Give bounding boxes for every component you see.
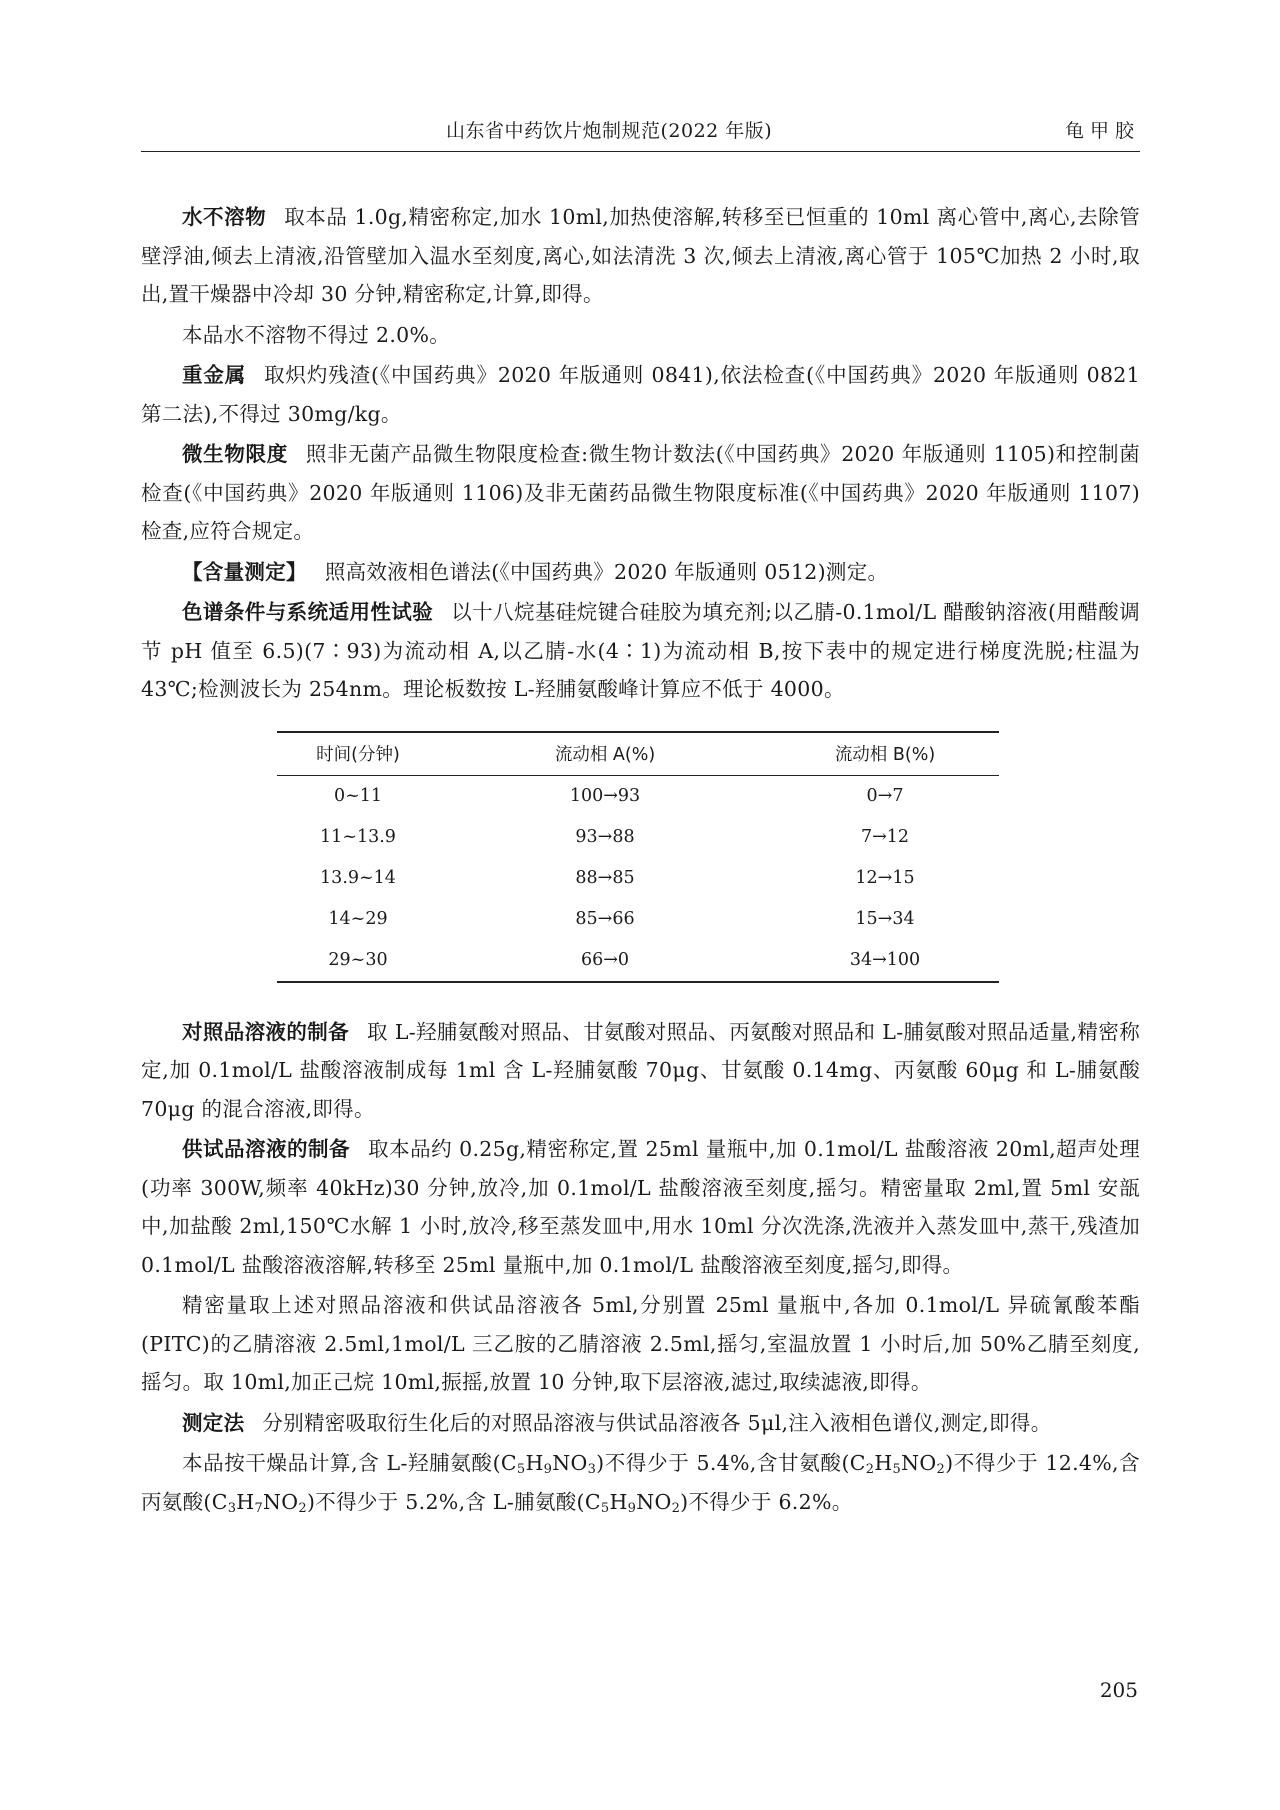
conclusion-text-2: )不得少于 5.4%,含甘氨酸( — [596, 1451, 850, 1475]
table-row — [277, 775, 999, 817]
page-body — [141, 198, 1140, 1523]
page-number: 205 — [1099, 1678, 1138, 1702]
microbial-text: 照非无菌产品微生物限度检查:微生物计数法(《中国药典》2020 年版通则 1105)和控制菌检查(《中国药典》2020 年版通则 1106)及非无菌药品微生物限度标准(《中国药典》2020 年版通则 1107)检查,应符合规定。 — [141, 442, 1141, 543]
conclusion-text-4: )不得少于 5.2%,含 L-脯氨酸( — [306, 1489, 585, 1514]
entry-name: 龟甲胶 — [1064, 120, 1140, 142]
assay-paragraph — [141, 553, 1140, 592]
test-solution-text: 取本品约 0.25g,精密称定,置 25ml 量瓶中,加 0.1mol/L 盐酸溶液 20ml,超声处理(功率 300W,频率 40kHz)30 分钟,放冷,加 0.1mol/L 盐酸溶液至刻度,摇匀。精密量取 2ml,置 5ml 安瓿中,加盐酸 2ml,150℃水解 1 小时,放冷,移至蒸发皿中,用水 10ml 分次洗涤,洗液并入蒸发皿中,蒸干,残渣加 0.1mol/L 盐酸溶液溶解,转移至 25ml 量瓶中,加 0.1mol/L 盐酸溶液至刻度,摇匀,即得。 — [141, 1137, 1140, 1277]
water-insoluble-text: 取本品 1.0g,精密称定,加水 10ml,加热使溶解,转移至已恒重的 10ml 离心管中,离心,去除管壁浮油,倾去上清液,沿管壁加入温水至刻度,离心,如法清洗 3 次,倾去上清液,离心管于 105℃加热 2 小时,取出,置干燥器中冷却 30 分钟,精密称定,计算,即得。 — [141, 205, 1141, 306]
determination-paragraph — [141, 1404, 1140, 1443]
cell-phase-b: 0→7 — [866, 786, 904, 806]
header-mobile-phase-b: 流动相 B(%) — [771, 732, 999, 776]
chromatography-heading: 色谱条件与系统适用性试验 — [182, 600, 434, 624]
cell-phase-b: 7→12 — [860, 827, 910, 847]
reference-solution-text: 取 L-羟脯氨酸对照品、甘氨酸对照品、丙氨酸对照品和 L-脯氨酸对照品适量,精密称定,加 0.1mol/L 盐酸溶液制成每 1ml 含 L-羟脯氨酸 70μg、甘氨酸 0.14mg、丙氨酸 60μg 和 L-脯氨酸 70μg 的混合溶液,即得。 — [141, 1019, 1140, 1121]
cell-time: 11~13.9 — [320, 827, 396, 847]
formula-hydroxyproline: $C_5H_9NO_3$ — [500, 1451, 597, 1477]
cell-phase-b: 34→100 — [771, 940, 999, 982]
conclusion-paragraph — [141, 1444, 1140, 1521]
chromatography-paragraph — [141, 593, 1140, 709]
heavy-metals-text: 取炽灼残渣(《中国药典》2020 年版通则 0841),依法检查(《中国药典》2020 年版通则 0821 第二法),不得过 30mg/kg。 — [141, 363, 1140, 426]
gradient-table — [277, 731, 999, 983]
gradient-table-container — [277, 731, 999, 983]
cell-time: 29~30 — [277, 940, 439, 982]
determination-heading: 测定法 — [182, 1410, 245, 1435]
cell-phase-a: 66→0 — [439, 940, 771, 982]
chromatography-text: 以十八烷基硅烷键合硅胶为填充剂;以乙腈-0.1mol/L 醋酸钠溶液(用醋酸调节 pH 值至 6.5)(7∶93)为流动相 A,以乙腈-水(4∶1)为流动相 B,按下表中的规定进行梯度洗脱;柱温为 43℃;检测波长为 254nm。理论板数按 L-羟脯氨酸峰计算应不低于 4000。 — [141, 600, 1140, 701]
table-row — [277, 940, 999, 982]
cell-phase-b: 15→34 — [855, 909, 915, 929]
reference-solution-heading: 对照品溶液的制备 — [182, 1019, 350, 1044]
cell-phase-a: 93→88 — [575, 827, 635, 847]
conclusion-text-1: 本品按干燥品计算,含 L-羟脯氨酸( — [182, 1451, 501, 1475]
cell-phase-a: 85→66 — [575, 909, 635, 929]
microbial-heading: 微生物限度 — [182, 442, 288, 466]
microbial-paragraph — [141, 435, 1140, 551]
conclusion-text-3: )不得少于 12.4%,含丙氨酸( — [141, 1451, 1140, 1514]
table-row — [277, 858, 999, 899]
test-solution-heading: 供试品溶液的制备 — [182, 1137, 351, 1161]
heavy-metals-paragraph — [141, 356, 1140, 433]
cell-phase-b: 12→15 — [855, 868, 915, 888]
cell-phase-a: 88→85 — [575, 868, 635, 888]
formula-glycine: $C_2H_5NO_2$ — [849, 1451, 946, 1477]
formula-proline: $C_5H_9NO_2$ — [584, 1489, 681, 1516]
water-insoluble-limit: 本品水不溶物不得过 2.0%。 — [182, 322, 451, 347]
water-insoluble-paragraph — [141, 198, 1140, 314]
running-header — [141, 108, 1140, 148]
header-mobile-phase-a: 流动相 A(%) — [439, 732, 771, 776]
table-row — [277, 817, 999, 858]
header-rule — [141, 151, 1140, 152]
determination-text: 分别精密吸取衍生化后的对照品溶液与供试品溶液各 5μl,注入液相色谱仪,测定,即得。 — [262, 1410, 1052, 1435]
table-header-row — [277, 732, 999, 776]
cell-time: 13.9~14 — [320, 868, 396, 888]
reference-solution-paragraph — [141, 1013, 1140, 1129]
heavy-metals-heading: 重金属 — [182, 363, 247, 387]
cell-time: 14~29 — [328, 909, 388, 929]
assay-heading: 【含量测定】 — [182, 559, 307, 584]
assay-text: 照高效液相色谱法(《中国药典》2020 年版通则 0512)测定。 — [324, 559, 889, 584]
cell-phase-a: 100→93 — [569, 786, 641, 806]
header-time: 时间(分钟) — [277, 732, 439, 776]
book-title: 山东省中药饮片炮制规范(2022 年版) — [446, 120, 773, 142]
conclusion-text-5: )不得少于 6.2%。 — [680, 1489, 853, 1514]
table-row — [277, 899, 999, 940]
water-insoluble-heading: 水不溶物 — [182, 205, 267, 229]
test-solution-paragraph — [141, 1130, 1140, 1284]
derivatization-paragraph: 精密量取上述对照品溶液和供试品溶液各 5ml,分别置 25ml 量瓶中,各加 0.1mol/L 异硫氰酸苯酯(PITC)的乙腈溶液 2.5ml,1mol/L 三乙胺的乙腈溶液 2.5ml,摇匀,室温放置 1 小时后,加 50%乙腈至刻度,摇匀。取 10ml,加正己烷 10ml,振摇,放置 10 分钟,取下层溶液,滤过,取续滤液,即得。 — [141, 1293, 1140, 1394]
formula-alanine: $C_3H_7NO_2$ — [211, 1489, 307, 1516]
cell-time: 0~11 — [333, 786, 383, 806]
